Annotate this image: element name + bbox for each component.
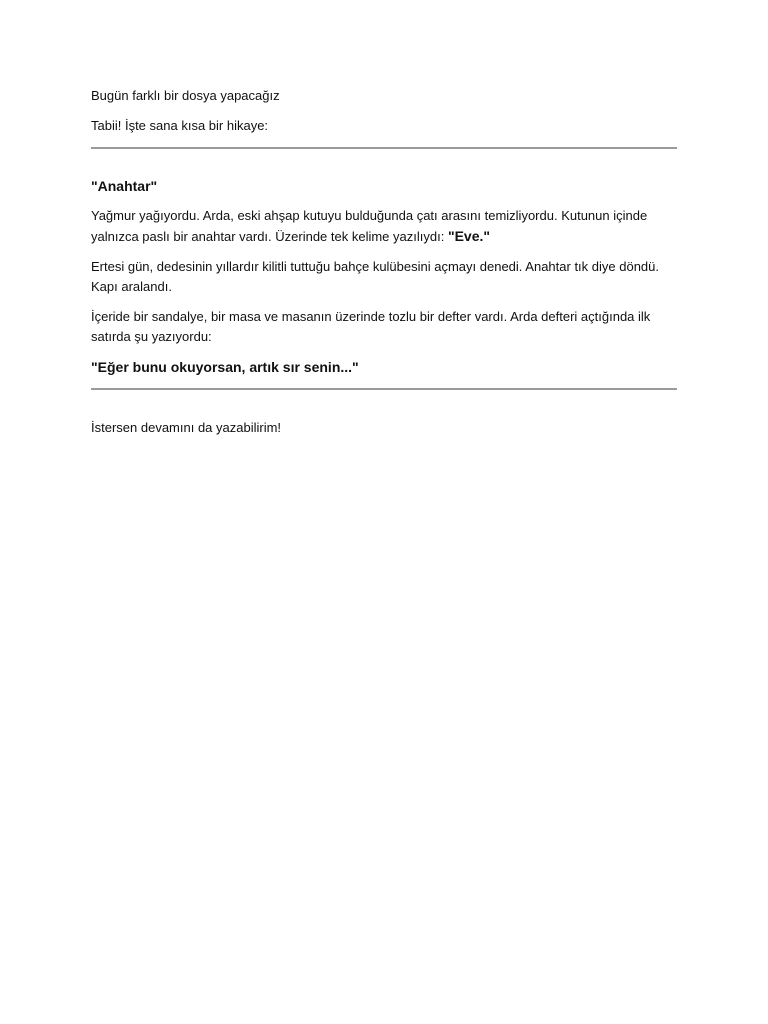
story-paragraph-1 [91, 206, 677, 247]
intro-line: Bugün farklı bir dosya yapacağız [91, 88, 280, 103]
story-paragraph-3: İçeride bir sandalye, bir masa ve masanın üzerinde tozlu bir defter vardı. Arda defteri açtığında ilk satırda şu yazıyordu: [91, 309, 651, 344]
top-divider [91, 147, 677, 149]
document-page [91, 86, 677, 438]
story-title: "Anahtar" [91, 178, 158, 194]
outro-line: İstersen devamını da yazabilirim! [91, 420, 282, 435]
story-paragraph-2: Ertesi gün, dedesinin yıllardır kilitli tuttuğu bahçe kulübesini açmayı denedi. Anahtar tık diye döndü. Kapı aralandı. [91, 259, 660, 294]
story-paragraph-1-text: Yağmur yağıyordu. Arda, eski ahşap kutuyu bulduğunda çatı arasını temizliyordu. Kutunun içinde yalnızca paslı bir anahtar vardı. Üzerinde tek kelime yazılıydı: [91, 208, 648, 244]
story-closing-quote: "Eğer bunu okuyorsan, artık sır senin..." [91, 359, 359, 375]
lead-in-line: Tabii! İşte sana kısa bir hikaye: [91, 118, 269, 133]
story-paragraph-1-emphasis: "Eve." [447, 228, 491, 244]
bottom-divider [91, 388, 677, 390]
